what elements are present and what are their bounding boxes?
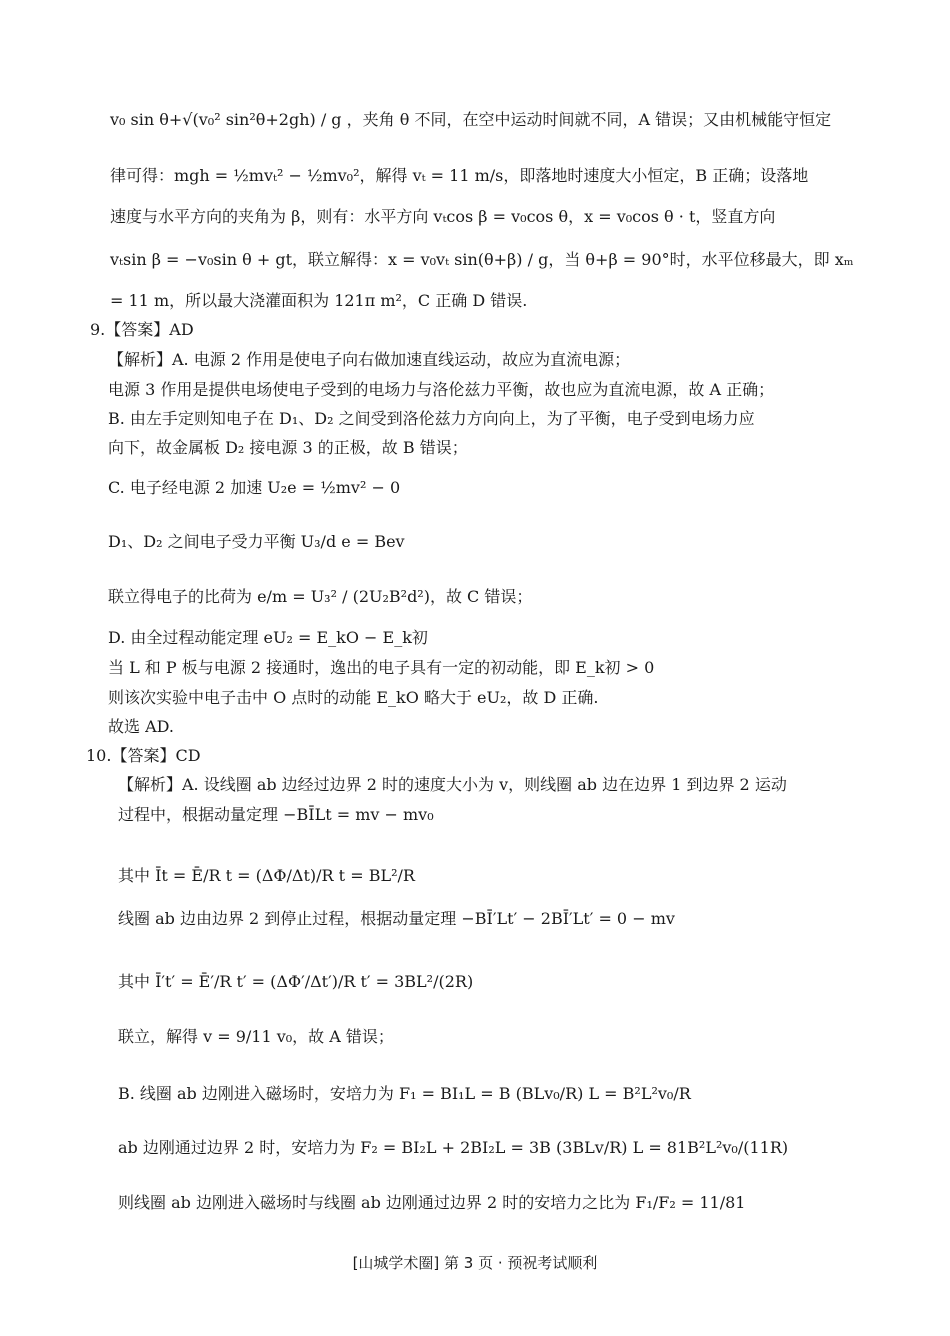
q8-line-5: = 11 m，所以最大浇灌面积为 121π m²，C 正确 D 错误. bbox=[110, 291, 528, 310]
q10-line: 其中 Īt = Ē/R t = (ΔΦ/Δt)/R t = BL²/R bbox=[118, 866, 415, 885]
q10-line: B. 线圈 ab 边刚进入磁场时，安培力为 F₁ = BI₁L = B (BLv₀/R) L = B²L²v₀/R bbox=[118, 1084, 691, 1103]
q10-line: 【解析】A. 设线圈 ab 边经过边界 2 时的速度大小为 v，则线圈 ab 边在边界 1 到边界 2 运动 bbox=[118, 775, 787, 794]
page-footer: [山城学术圈] 第 3 页 · 预祝考试顺利 bbox=[352, 1254, 598, 1272]
q9-answer: 9.【答案】AD bbox=[90, 320, 194, 339]
q10-line: 其中 Ī′t′ = Ē′/R t′ = (ΔΦ′/Δt′)/R t′ = 3BL²/(2R) bbox=[118, 972, 474, 991]
q9-line: 【解析】A. 电源 2 作用是使电子向右做加速直线运动，故应为直流电源； bbox=[108, 350, 631, 369]
q10-line: 过程中，根据动量定理 −BĪLt = mv − mv₀ bbox=[118, 805, 434, 824]
q9-line: 故选 AD. bbox=[108, 717, 174, 736]
q8-line-3: 速度与水平方向的夹角为 β，则有：水平方向 vₜcos β = v₀cos θ，x = v₀cos θ · t，竖直方向 bbox=[110, 207, 776, 226]
q9-line: 向下，故金属板 D₂ 接电源 3 的正极，故 B 错误； bbox=[108, 438, 468, 457]
q9-line: D₁、D₂ 之间电子受力平衡 U₃/d e = Bev bbox=[108, 532, 405, 551]
q10-line: 联立，解得 v = 9/11 v₀，故 A 错误； bbox=[118, 1027, 394, 1046]
q10-line: 则线圈 ab 边刚进入磁场时与线圈 ab 边刚通过边界 2 时的安培力之比为 F₁/F₂ = 11/81 bbox=[118, 1193, 746, 1212]
q9-line: 联立得电子的比荷为 e/m = U₃² / (2U₂B²d²)，故 C 错误； bbox=[108, 587, 533, 606]
q10-line: 线圈 ab 边由边界 2 到停止过程，根据动量定理 −BĪ′Lt′ − 2BĪ′Lt′ = 0 − mv bbox=[118, 909, 675, 928]
q9-line: C. 电子经电源 2 加速 U₂e = ½mv² − 0 bbox=[108, 478, 401, 497]
q10-line: ab 边刚通过边界 2 时，安培力为 F₂ = BI₂L + 2BI₂L = 3B (3BLv/R) L = 81B²L²v₀/(11R) bbox=[118, 1138, 789, 1157]
q10-answer: 10.【答案】CD bbox=[86, 746, 201, 765]
q8-line-1: v₀ sin θ+√(v₀² sin²θ+2gh) / g ，夹角 θ 不同，在空中运动时间就不同，A 错误；又由机械能守恒定 bbox=[110, 110, 832, 129]
q9-line: D. 由全过程动能定理 eU₂ = E_kO − E_k初 bbox=[108, 628, 428, 647]
q9-line: 电源 3 作用是提供电场使电子受到的电场力与洛伦兹力平衡，故也应为直流电源，故 A 正确； bbox=[108, 380, 775, 399]
q8-line-2: 律可得：mgh = ½mvₜ² − ½mv₀²，解得 vₜ = 11 m/s，即落地时速度大小恒定，B 正确；设落地 bbox=[110, 166, 809, 185]
q9-line: B. 由左手定则知电子在 D₁、D₂ 之间受到洛伦兹力方向向上，为了平衡，电子受到电场力应 bbox=[108, 409, 755, 428]
q8-line-4: vₜsin β = −v₀sin θ + gt，联立解得：x = v₀vₜ sin(θ+β) / g，当 θ+β = 90°时，水平位移最大，即 xₘ bbox=[110, 250, 854, 269]
q9-line: 则该次实验中电子击中 O 点时的动能 E_kO 略大于 eU₂，故 D 正确. bbox=[108, 688, 599, 707]
q9-line: 当 L 和 P 板与电源 2 接通时，逸出的电子具有一定的初动能，即 E_k初 > 0 bbox=[108, 658, 655, 677]
